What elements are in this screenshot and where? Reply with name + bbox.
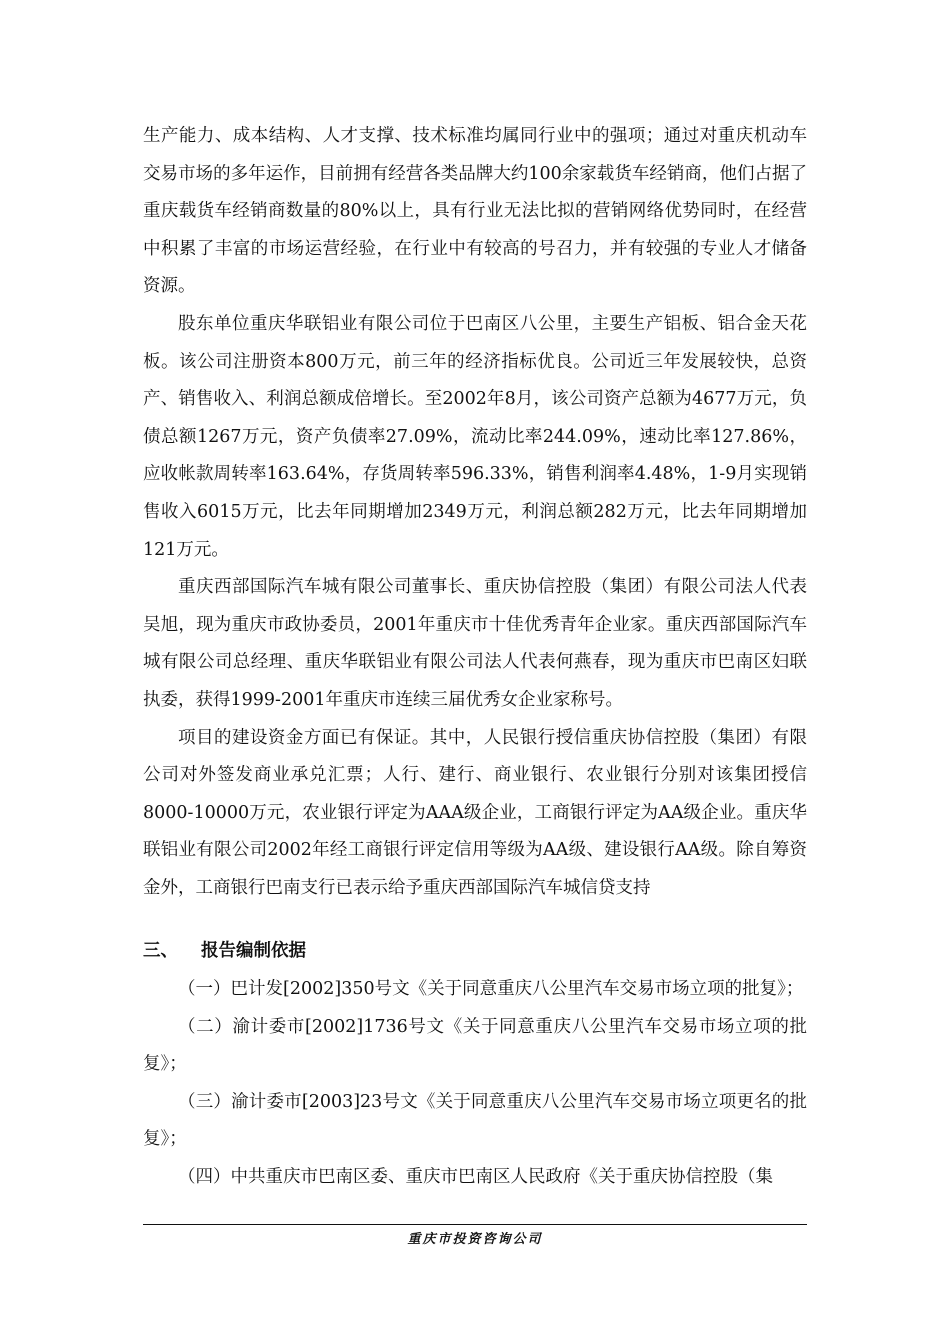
paragraph-executives: 重庆西部国际汽车城有限公司董事长、重庆协信控股（集团）有限公司法人代表吴旭，现为重庆市政协委员，2001年重庆市十佳优秀青年企业家。重庆西部国际汽车城有限公司总经理、重庆华联铝业有限公司法人代表何燕春，现为重庆市巴南区妇联执委，获得1999-2001年重庆市连续三届优秀女企业家称号。 [143, 577, 807, 710]
basis-item-2: （二）渝计委市[2002]1736号文《关于同意重庆八公里汽车交易市场立项的批复》； [143, 1016, 807, 1075]
section-spacer [143, 907, 807, 933]
section-number: 三、 [143, 941, 178, 962]
basis-item-3: （三）渝计委市[2003]23号文《关于同意重庆八公里汽车交易市场立项更名的批复》； [143, 1091, 807, 1150]
basis-item-4: （四）中共重庆市巴南区委、重庆市巴南区人民政府《关于重庆协信控股（集 [178, 1167, 773, 1188]
document-body [143, 118, 807, 1197]
basis-item-1: （一）巴计发[2002]350号文《关于同意重庆八公里汽车交易市场立项的批复》； [178, 979, 804, 1000]
footer-company-name: 重庆市投资咨询公司 [407, 1232, 543, 1247]
section-heading [143, 933, 807, 971]
paragraph-hualian-aluminum: 股东单位重庆华联铝业有限公司位于巴南区八公里，主要生产铝板、铝合金天花板。该公司注册资本800万元，前三年的经济指标优良。公司近三年发展较快，总资产、销售收入、利润总额成倍增长。至2002年8月，该公司资产总额为4677万元，负债总额1267万元，资产负债率27.09%，流动比率244.09%，速动比率127.86%，应收帐款周转率163.64%，存货周转率596.33%，销售利润率4.48%，1-9月实现销售收入6015万元，比去年同期增加2349万元，利润总额282万元，比去年同期增加121万元。 [143, 313, 807, 560]
paragraph-funding: 项目的建设资金方面已有保证。其中，人民银行授信重庆协信控股（集团）有限公司对外签发商业承兑汇票；人行、建行、商业银行、农业银行分别对该集团授信8000-10000万元，农业银行评定为AAA级企业，工商银行评定为AA级企业。重庆华联铝业有限公司2002年经工商银行评定信用等级为AA级、建设银行AA级。除自筹资金外，工商银行巴南支行已表示给予重庆西部国际汽车城信贷支持 [143, 727, 807, 898]
footer-divider [143, 1224, 807, 1225]
section-title: 报告编制依据 [201, 941, 306, 962]
paragraph-capabilities: 生产能力、成本结构、人才支撑、技术标准均属同行业中的强项；通过对重庆机动车交易市场的多年运作，目前拥有经营各类品牌大约100余家载货车经销商，他们占据了重庆载货车经销商数量的80%以上，具有行业无法比拟的营销网络优势同时，在经营中积累了丰富的市场运营经验，在行业中有较高的号召力，并有较强的专业人才储备资源。 [143, 126, 807, 297]
